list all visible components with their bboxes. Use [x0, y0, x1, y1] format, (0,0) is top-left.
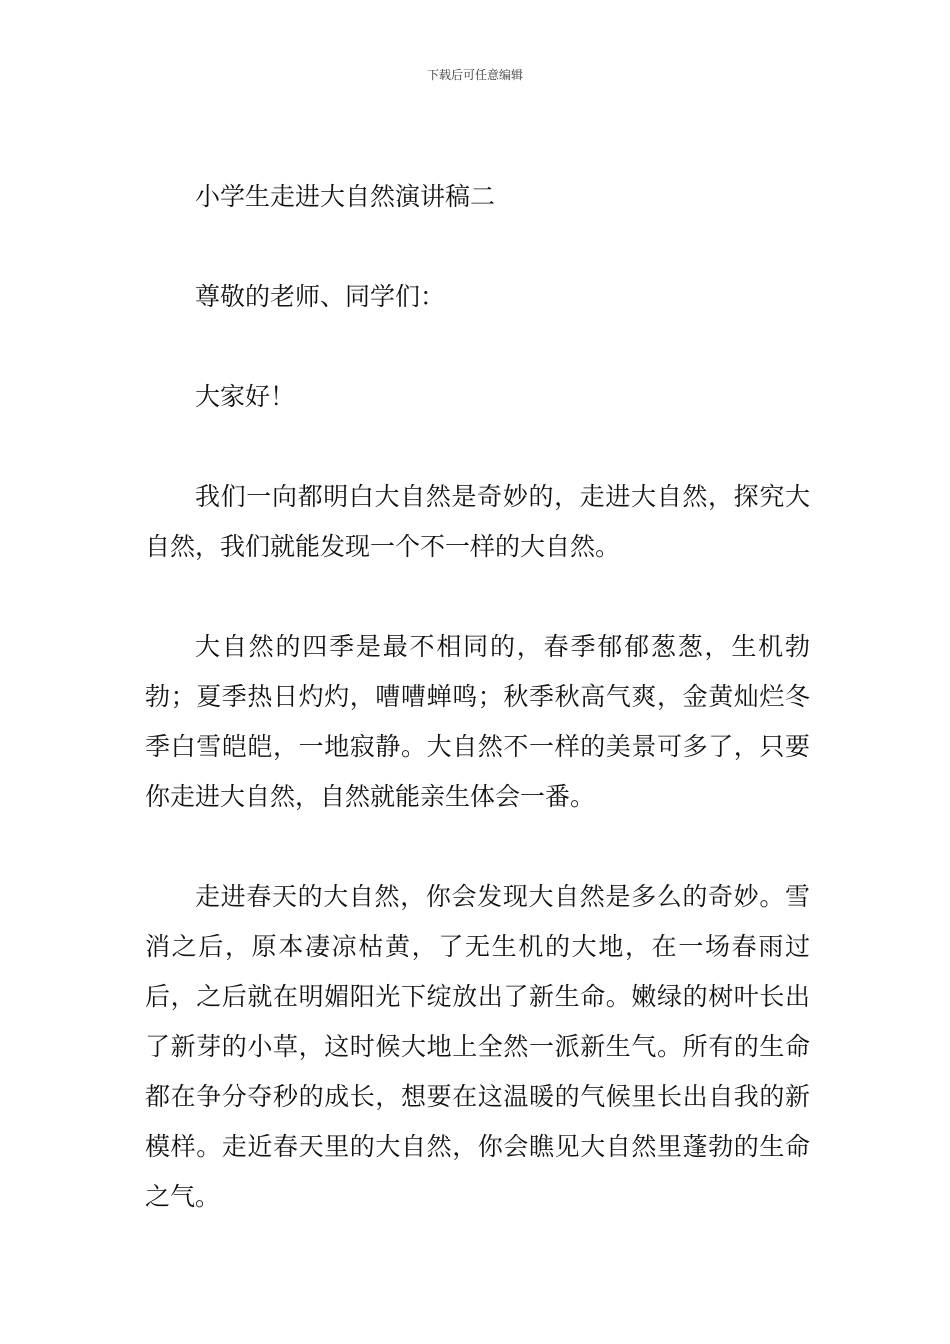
greeting: 大家好！	[195, 382, 296, 411]
paragraph-seasons: 大自然的四季是最不相同的，春季郁郁葱葱，生机勃勃；夏季热日灼灼，嘈嘈蝉鸣；秋季秋高气爽，金黄灿烂冬季白雪皑皑，一地寂静。大自然不一样的美景可多了，只要你走进大自然，自然就能亲生体会一番。	[145, 632, 810, 811]
paragraph-spring: 走进春天的大自然，你会发现大自然是多么的奇妙。雪消之后，原本凄凉枯黄，了无生机的大地，在一场春雨过后，之后就在明媚阳光下绽放出了新生命。嫩绿的树叶长出了新芽的小草，这时候大地上全然一派新生气。所有的生命都在争分夺秒的成长，想要在这温暖的气候里长出自我的新模样。走近春天里的大自然，你会瞧见大自然里蓬勃的生命之气。	[145, 882, 810, 1211]
page-header: 下载后可任意编辑	[426, 68, 523, 82]
salutation: 尊敬的老师、同学们：	[195, 282, 446, 311]
document-title: 小学生走进大自然演讲稿二	[195, 182, 496, 211]
paragraph-intro: 我们一向都明白大自然是奇妙的，走进大自然，探究大自然，我们就能发现一个不一样的大自然。	[145, 482, 810, 561]
document-body	[145, 172, 810, 1222]
